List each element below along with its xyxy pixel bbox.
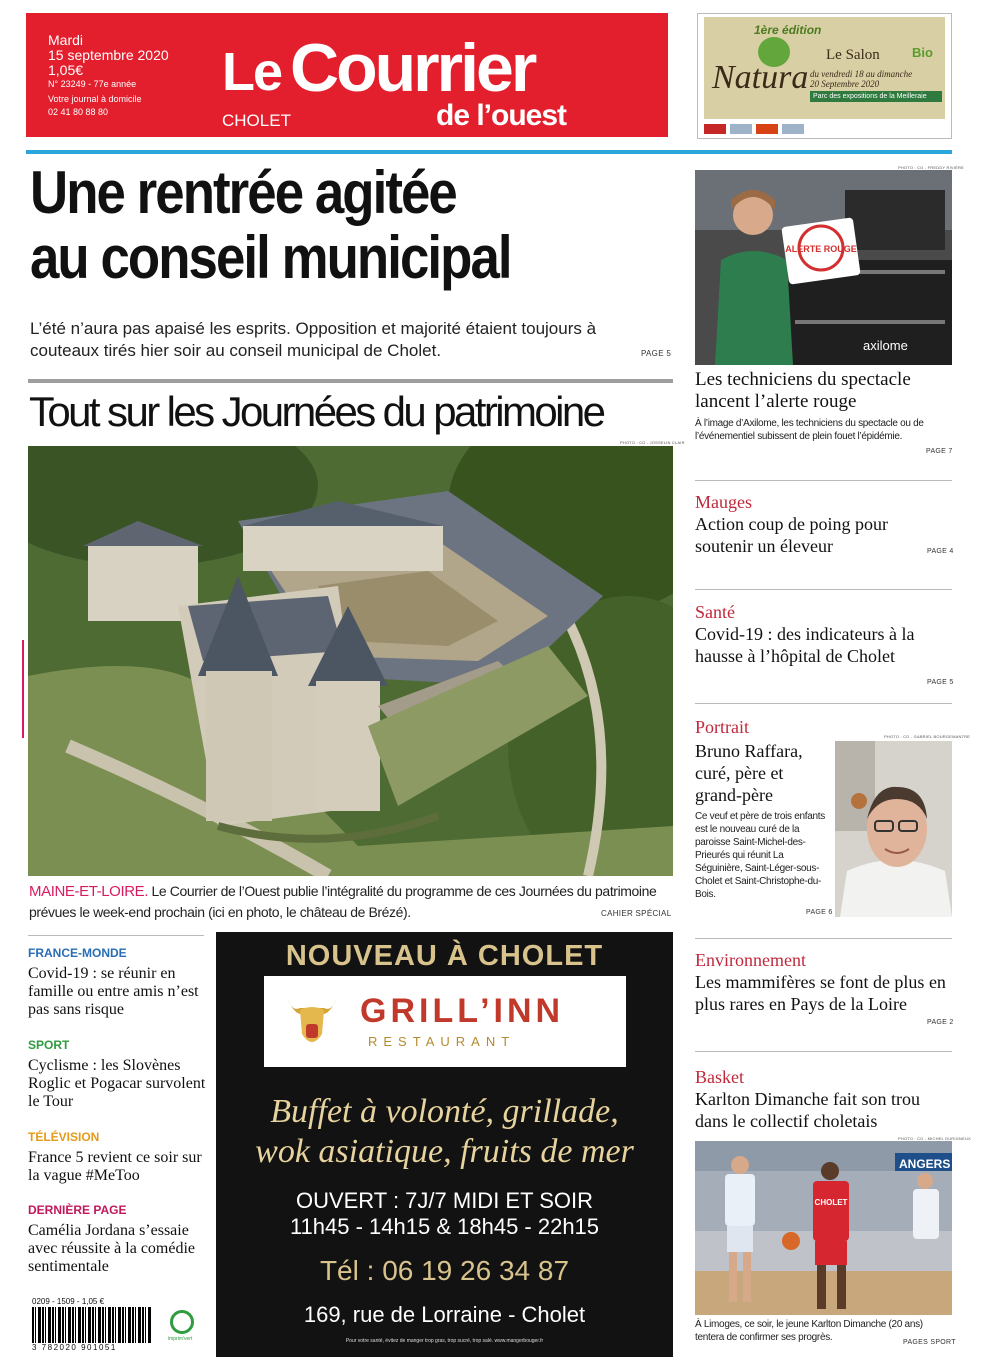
teaser-title: Karlton Dimanche fait son trou dans le collectif choletais <box>695 1089 920 1131</box>
brief-category: FRANCE-MONDE <box>28 946 127 960</box>
angers-banner: ANGERS <box>899 1157 951 1171</box>
issue-day: Mardi <box>48 32 84 48</box>
brief-category: SPORT <box>28 1038 70 1052</box>
castle-breze-photo[interactable] <box>28 446 673 876</box>
brief-text: Covid-19 : se réunir en famille ou entre amis n’est pas sans risque <box>28 965 199 1018</box>
teaser-category: Mauges <box>695 492 752 512</box>
issue-info <box>48 33 169 119</box>
ad-hours-line-2: 11h45 - 14h15 & 18h45 - 22h15 <box>289 1214 600 1239</box>
teaser-category: Environnement <box>695 950 806 970</box>
issue-price: 1,05€ <box>48 62 84 78</box>
ad-brand-name: GRILL’INN <box>360 992 565 1030</box>
sponsor-logo-icon <box>782 124 804 134</box>
teaser-title: Les mammifères se font de plus en plus rares en Pays de la Loire <box>695 972 946 1014</box>
masthead-divider <box>26 150 952 154</box>
right-rule <box>695 938 952 939</box>
grill-inn-ad[interactable] <box>216 932 673 1357</box>
edition-city: CHOLET <box>222 111 291 130</box>
brief-television[interactable] <box>28 1130 208 1185</box>
teaser-page-ref: PAGE 4 <box>927 548 954 555</box>
technician-illustration <box>695 170 952 365</box>
basket-photo[interactable] <box>695 1141 952 1315</box>
headline-line-1: Une rentrée agitée <box>30 159 456 226</box>
logo-le: Le <box>222 42 282 102</box>
ad-hours-line-1: OUVERT : 7J/7 MIDI ET SOIR <box>295 1188 594 1213</box>
portrait-title[interactable]: Bruno Raffara, curé, père et grand-père <box>695 741 803 805</box>
tech-page-ref: PAGE 7 <box>926 448 953 455</box>
castle-illustration <box>28 446 673 876</box>
natura-salon-ad[interactable] <box>697 13 952 139</box>
basketball-illustration <box>695 1141 952 1315</box>
barcode-bars <box>32 1307 152 1343</box>
barcode <box>32 1297 162 1355</box>
tech-photo-credit: PHOTO : CO - FREDDY RIVIÈRE <box>898 165 964 170</box>
masthead <box>26 13 668 137</box>
logo-courrier: Courrier <box>290 30 535 106</box>
brief-text: Cyclisme : les Slovènes Roglic et Pogacar survolent le Tour <box>28 1057 206 1110</box>
imprim-vert-icon <box>170 1310 194 1334</box>
caption-text: Le Courrier de l’Ouest publie l’intégralité du programme de ces Journées du patrimoine prévues le week-end prochain (ici en photo, le château de Brézé). <box>29 883 657 920</box>
castle-caption <box>29 881 675 922</box>
basket-page-ref: PAGES SPORT <box>903 1339 956 1346</box>
teaser-sante[interactable] <box>695 602 952 667</box>
portrait-body: Ce veuf et père de trois enfants est le nouveau curé de la paroisse Saint-Michel-des-Prieurés qui réunit La Séguinière, Saint-Léger-sous-Cholet et Saint-Christophe-du-Bois. <box>695 811 825 900</box>
bull-head-icon <box>284 990 340 1052</box>
teaser-environnement[interactable] <box>695 950 952 1015</box>
delivery-phone: 02 41 80 88 80 <box>48 107 109 117</box>
right-rule <box>695 480 952 481</box>
cholet-jersey-text: CHOLET <box>814 1198 848 1207</box>
ad-dates: du vendredi 18 au dimanche 20 Septembre 2020 <box>810 69 913 89</box>
ad-bio: Bio <box>912 45 933 60</box>
teaser-page-ref: PAGE 5 <box>927 679 954 686</box>
technicians-photo[interactable] <box>695 170 952 365</box>
sponsor-logo-icon <box>730 124 752 134</box>
portrait-category: Portrait <box>695 717 749 737</box>
headline-line-2: au conseil municipal <box>30 224 511 291</box>
barcode-top-label: 0209 - 1509 - 1,05 € <box>32 1297 105 1306</box>
teaser-category: Santé <box>695 602 735 622</box>
castle-photo-credit: PHOTO : CO - JOSSELIN CLAIR <box>620 440 685 445</box>
teaser-page-ref: PAGE 2 <box>927 1019 954 1026</box>
brief-derniere-page[interactable] <box>28 1203 208 1276</box>
teaser-mauges[interactable] <box>695 492 952 557</box>
teaser-title: Action coup de poing pour soutenir un éleveur <box>695 514 888 556</box>
brief-rule <box>28 935 204 936</box>
headline-standfirst: L’été n’aura pas apaisé les esprits. Opposition et majorité étaient toujours à couteaux tirés hier soir au conseil municipal de Cholet. <box>30 319 597 360</box>
section-divider <box>28 379 673 383</box>
brief-sport[interactable] <box>28 1038 208 1111</box>
ad-salon: Le Salon <box>826 47 880 63</box>
sponsor-logo-icon <box>756 124 778 134</box>
sponsor-logos <box>704 124 834 136</box>
basket-photo-credit: PHOTO : CO - MICHEL DURIGNEUX <box>898 1136 971 1141</box>
tech-title[interactable]: Les techniciens du spectacle lancent l’alerte rouge <box>695 369 911 412</box>
basket-body: À Limoges, ce soir, le jeune Karlton Dimanche (20 ans) tentera de confirmer ses progrès. <box>695 1319 923 1343</box>
caption-kicker: MAINE-ET-LOIRE. <box>29 883 149 900</box>
sponsor-logo-icon <box>704 124 726 134</box>
ad-restaurant-label: RESTAURANT <box>368 1034 516 1049</box>
ad-nouveau: NOUVEAU À CHOLET <box>285 940 604 972</box>
delivery-label: Votre journal à domicile <box>48 94 142 104</box>
brief-text: France 5 revient ce soir sur la vague #MeToo <box>28 1149 202 1184</box>
teaser-basket[interactable] <box>695 1067 952 1132</box>
ad-offer <box>216 1092 673 1172</box>
priest-illustration <box>835 741 952 917</box>
teaser-category: Basket <box>695 1067 744 1087</box>
teaser-title: Covid-19 : des indicateurs à la hausse à l’hôpital de Cholet <box>695 624 915 666</box>
ad-offer-line-1: Buffet à volonté, grillade, <box>270 1093 619 1130</box>
portrait-photo-credit: PHOTO : CO - GABRIEL BOURGEMANTRE <box>884 734 971 739</box>
accent-bar <box>22 640 24 738</box>
grill-inn-logo <box>264 976 626 1067</box>
ad-hours <box>216 1188 673 1240</box>
tech-body: À l’image d’Axilome, les techniciens du spectacle ou de l’événementiel subissent de plein fouet l’épidémie. <box>695 418 924 442</box>
brief-text: Camélia Jordana s’essaie avec réussite à la comédie sentimentale <box>28 1222 196 1275</box>
ad-venue: Parc des expositions de la Meilleraie <box>810 91 942 102</box>
patrimoine-title[interactable]: Tout sur les Journées du patrimoine <box>29 388 604 435</box>
brief-category: DERNIÈRE PAGE <box>28 1203 127 1217</box>
right-rule <box>695 1051 952 1052</box>
barcode-digits: 3 782020 901051 <box>32 1343 117 1352</box>
caption-page-ref: CAHIER SPÉCIAL <box>601 909 672 918</box>
ad-first-edition: 1ère édition <box>754 23 822 37</box>
ad-phone: Tél : 06 19 26 34 87 <box>319 1255 570 1286</box>
ad-address: 169, rue de Lorraine - Cholet <box>303 1302 586 1327</box>
alerte-rouge-sign: ALERTE ROUGE <box>785 244 857 254</box>
ad-panel <box>704 17 945 119</box>
issue-date: 15 septembre 2020 <box>48 47 169 63</box>
logo-de-l-ouest: de l’ouest <box>436 99 567 132</box>
brief-france-monde[interactable] <box>28 946 208 1019</box>
right-rule <box>695 589 952 590</box>
ad-health-disclaimer: Pour votre santé, évitez de manger trop gras, trop sucré, trop salé. www.mangerbouger.fr <box>345 1338 544 1344</box>
ad-offer-line-2: wok asiatique, fruits de mer <box>255 1133 634 1170</box>
right-rule <box>695 703 952 704</box>
brief-category: TÉLÉVISION <box>28 1130 100 1144</box>
portrait-page-ref: PAGE 6 <box>806 909 833 916</box>
main-headline[interactable] <box>30 160 602 290</box>
bruno-raffara-photo[interactable] <box>835 741 952 917</box>
issue-number: N° 23249 - 77e année <box>48 79 137 89</box>
imprim-vert-label: imprim'vert <box>168 1336 193 1342</box>
ad-brand: Natura <box>712 59 809 96</box>
axilome-case-label: axilome <box>863 338 908 353</box>
headline-page-ref: PAGE 5 <box>641 349 672 358</box>
